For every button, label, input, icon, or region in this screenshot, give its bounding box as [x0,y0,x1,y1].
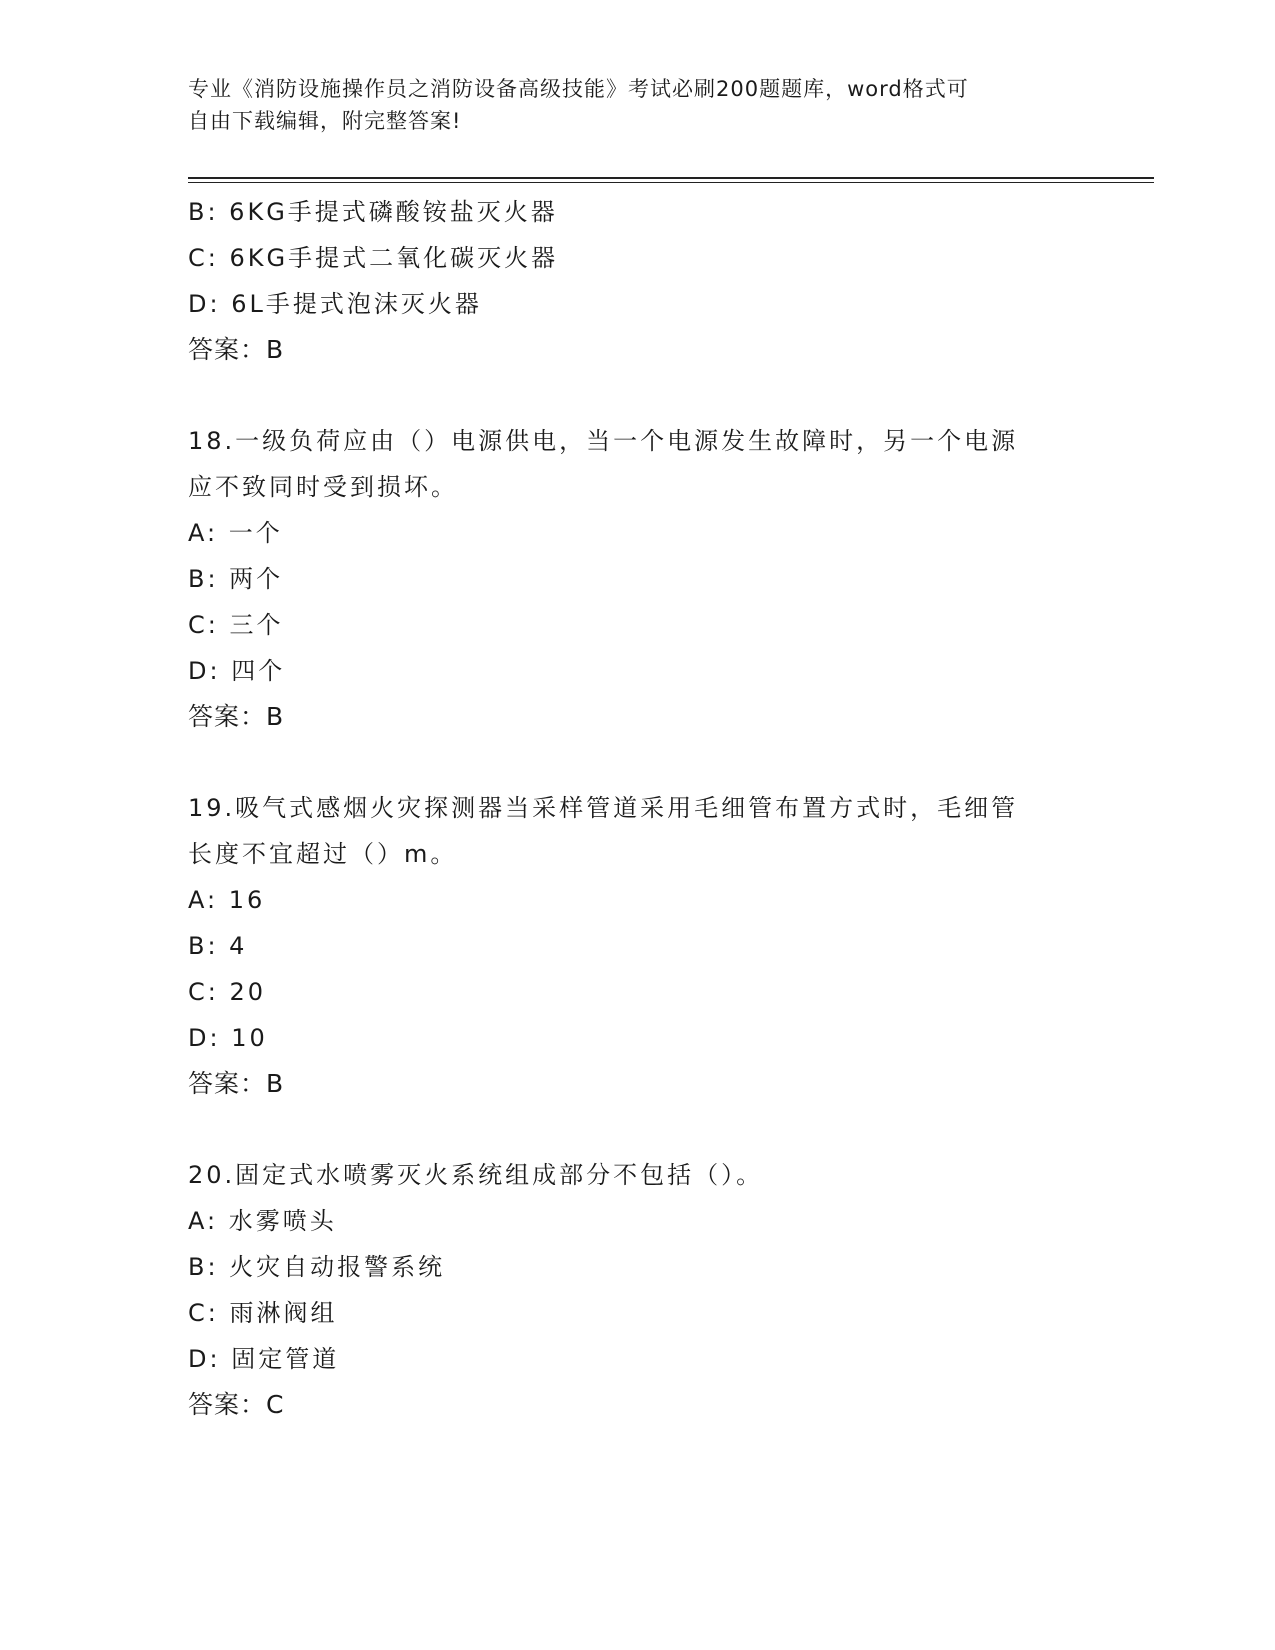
question-17-continued [188,189,1108,373]
option-d: D: 固定管道 [188,1345,340,1373]
option-d: D: 四个 [188,657,286,685]
question-text [188,1152,1108,1198]
answer-line: 答案：C [188,1390,285,1419]
question-text-line: 长度不宜超过（）m。 [188,840,458,868]
option-a: A: 一个 [188,519,283,547]
question-text [188,785,1108,877]
question-19 [188,785,1108,1107]
answer-line: 答案：B [188,702,285,731]
option-b: B: 两个 [188,565,284,593]
question-text-line: 20.固定式水喷雾灭火系统组成部分不包括（）。 [188,1161,764,1189]
option-b: B: 4 [188,932,248,960]
question-20 [188,1152,1108,1428]
question-text-line: 18.一级负荷应由（）电源供电，当一个电源发生故障时，另一个电源 [188,427,1019,455]
question-text-line: 19.吸气式感烟火灾探测器当采样管道采用毛细管布置方式时，毛细管 [188,794,1019,822]
question-18 [188,418,1108,740]
question-text [188,418,1108,510]
question-list [188,189,1108,1428]
option-c: C: 6KG手提式二氧化碳灭火器 [188,244,559,272]
header-title-line-2: 自由下载编辑，附完整答案! [188,109,462,133]
answer-line: 答案：B [188,335,285,364]
option-b: B: 火灾自动报警系统 [188,1253,446,1281]
option-c: C: 三个 [188,611,284,639]
option-a: A: 水雾喷头 [188,1207,337,1235]
option-c: C: 雨淋阀组 [188,1299,338,1327]
answer-line: 答案：B [188,1069,285,1098]
document-header [188,73,1068,137]
option-b: B: 6KG手提式磷酸铵盐灭火器 [188,198,558,226]
option-d: D: 10 [188,1024,268,1052]
header-divider-thin [188,182,1154,183]
header-divider-thick [188,177,1154,179]
option-d: D: 6L手提式泡沫灭火器 [188,290,482,318]
option-c: C: 20 [188,978,267,1006]
option-a: A: 16 [188,886,266,914]
header-title-line-1: 专业《消防设施操作员之消防设备高级技能》考试必刷200题题库，word格式可 [188,77,969,101]
question-text-line: 应不致同时受到损坏。 [188,473,458,501]
